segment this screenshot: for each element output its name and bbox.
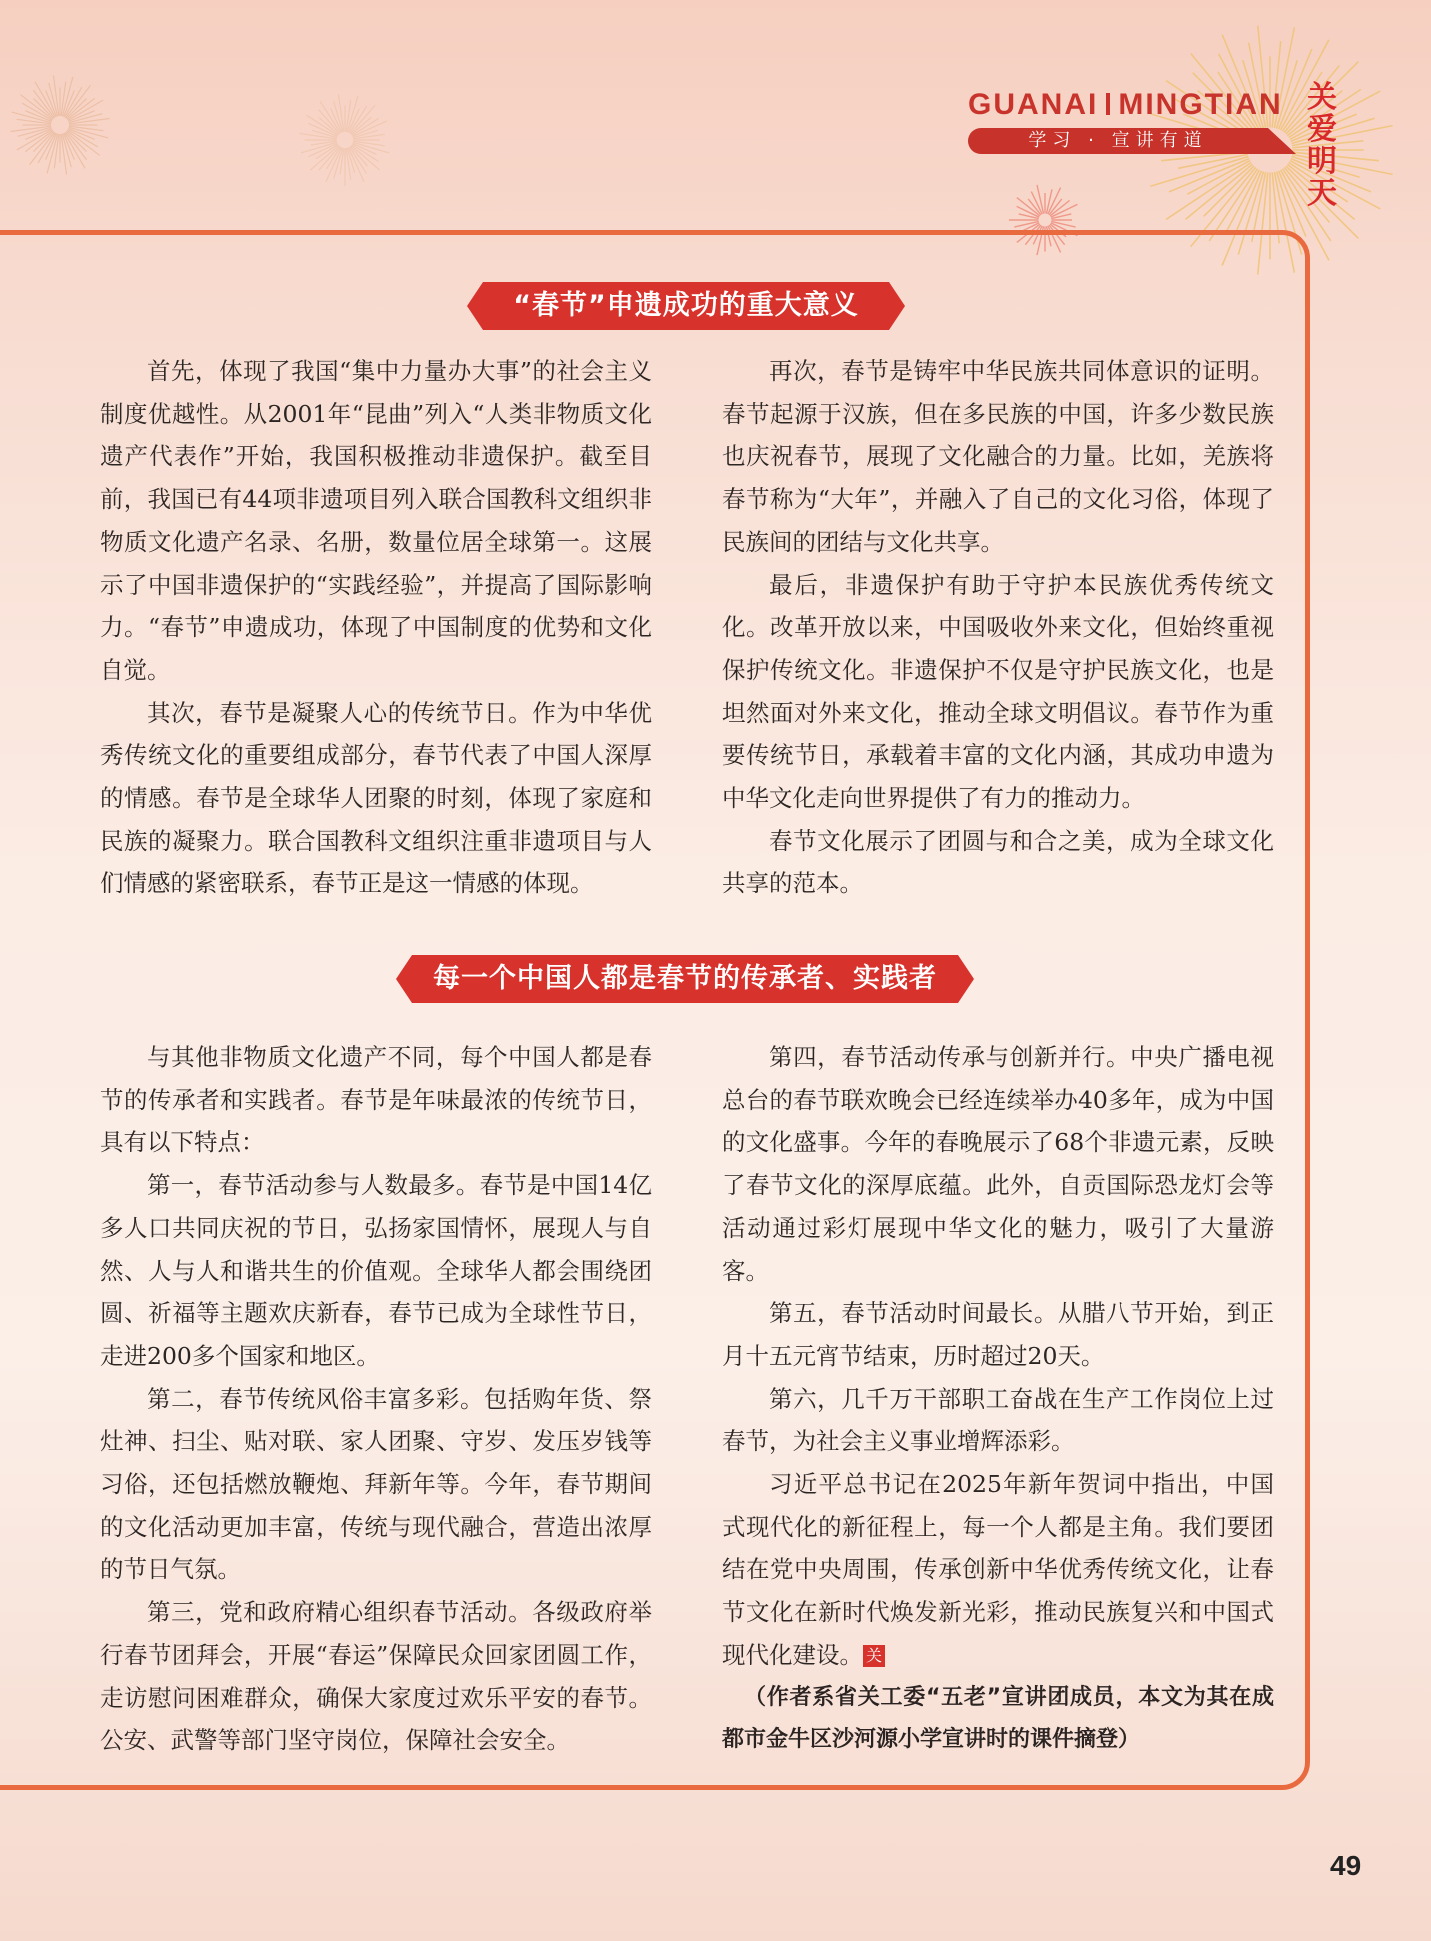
section2-left-column [100,1036,652,1762]
brand-right-text: MINGTIAN [1118,88,1283,121]
article-end-icon: 关 [863,1645,885,1667]
section2-title [412,955,958,1003]
author-credit: （作者系省关工委“五老”宣讲团成员，本文为其在成都市金牛区沙河源小学宣讲时的课件摘登） [722,1684,1274,1753]
brand-wordmark [968,88,1283,122]
brand-left-text: GUANAI [968,88,1099,121]
paragraph: 其次，春节是凝聚人心的传统节日。作为中华优秀传统文化的重要组成部分，春节代表了中国人深厚的情感。春节是全球华人团聚的时刻，体现了家庭和民族的凝聚力。联合国教科文组织注重非遗项目与人们情感的紧密联系，春节正是这一情感的体现。 [100,698,652,898]
paragraph: 第二，春节传统风俗丰富多彩。包括购年货、祭灶神、扫尘、贴对联、家人团聚、守岁、发压岁钱等习俗，还包括燃放鞭炮、拜新年等。今年，春节期间的文化活动更加丰富，传统与现代融合，营造出浓厚的节日气氛。 [100,1384,652,1584]
paragraph: 首先，体现了我国“集中力量办大事”的社会主义制度优越性。从2001年“昆曲”列入“人类非物质文化遗产代表作”开始，我国积极推动非遗保护。截至目前，我国已有44项非遗项目列入联合国教科文组织非物质文化遗产名录、名册，数量位居全球第一。这展示了中国非遗保护的“实践经验”，并提高了国际影响力。“春节”申遗成功，体现了中国制度的优势和文化自觉。 [100,357,652,684]
magazine-logo [1294,82,1350,210]
paragraph-text: 习近平总书记在2025年新年贺词中指出，中国式现代化的新征程上，每一个人都是主角。我们要团结在党中央周围，传承创新中华优秀传统文化，让春节文化在新时代焕发新光彩，推动民族复兴和中国式现代化建设。 [722,1470,1274,1669]
paragraph: 春节文化展示了团圆与和合之美，成为全球文化共享的范本。 [722,826,1274,898]
paragraph: 最后，非遗保护有助于守护本民族优秀传统文化。改革开放以来，中国吸收外来文化，但始终重视保护传统文化。非遗保护不仅是守护民族文化，也是坦然面对外来文化，推动全球文明倡议。春节作为重要传统节日，承载着丰富的文化内涵，其成功申遗为中华文化走向世界提供了有力的推动力。 [722,570,1274,813]
paragraph: 第五，春节活动时间最长。从腊八节开始，到正月十五元宵节结束，历时超过20天。 [722,1299,1274,1370]
paragraph: 第四，春节活动传承与创新并行。中央广播电视总台的春节联欢晚会已经连续举办40多年，成为中国的文化盛事。今年的春晚展示了68个非遗元素，反映了春节文化的深厚底蕴。此外，自贡国际恐龙灯会等活动通过彩灯展现中华文化的魅力，吸引了大量游客。 [722,1043,1274,1285]
page-number: 49 [1330,1850,1362,1881]
section2-title-text: 每一个中国人都是春节的传承者、实践者 [433,963,937,994]
paragraph: 与其他非物质文化遗产不同，每个中国人都是春节的传承者和实践者。春节是年味最浓的传统节日，具有以下特点： [100,1043,652,1157]
paragraph [722,1463,1274,1677]
paragraph: 第一，春节活动参与人数最多。春节是中国14亿多人口共同庆祝的节日，弘扬家国情怀，展现人与自然、人与人和谐共生的价值观。全球华人都会围绕团圆、祈福等主题欢庆新春，春节已成为全球性节日，走进200多个国家和地区。 [100,1171,652,1370]
brand-divider [1106,93,1110,115]
paragraph: 第六，几千万干部职工奋战在生产工作岗位上过春节，为社会主义事业增辉添彩。 [722,1384,1274,1456]
section1-right-column [722,350,1274,905]
section2-right-column [722,1036,1274,1762]
section1-title [483,282,889,330]
logo-line-2: 明天 [1307,144,1337,211]
firework-decoration-left [5,70,115,180]
logo-line-1: 关爱 [1307,80,1337,147]
paragraph: 再次，春节是铸牢中华民族共同体意识的证明。春节起源于汉族，但在多民族的中国，许多少数民族也庆祝春节，展现了文化融合的力量。比如，羌族将春节称为“大年”，并融入了自己的文化习俗，体现了民族间的团结与文化共享。 [722,357,1274,556]
section1-title-text: “春节”申遗成功的重大意义 [513,290,859,321]
brand-subtitle: 学习 · 宣讲有道 [968,128,1268,154]
header-brand [960,80,1340,211]
paragraph: 第三，党和政府精心组织春节活动。各级政府举行春节团拜会，开展“春运”保障民众回家团圆工作，走访慰问困难群众，确保大家度过欢乐平安的春节。公安、武警等部门坚守岗位，保障社会安全。 [100,1598,652,1755]
firework-decoration-center [295,90,395,190]
section1-left-column [100,350,652,905]
